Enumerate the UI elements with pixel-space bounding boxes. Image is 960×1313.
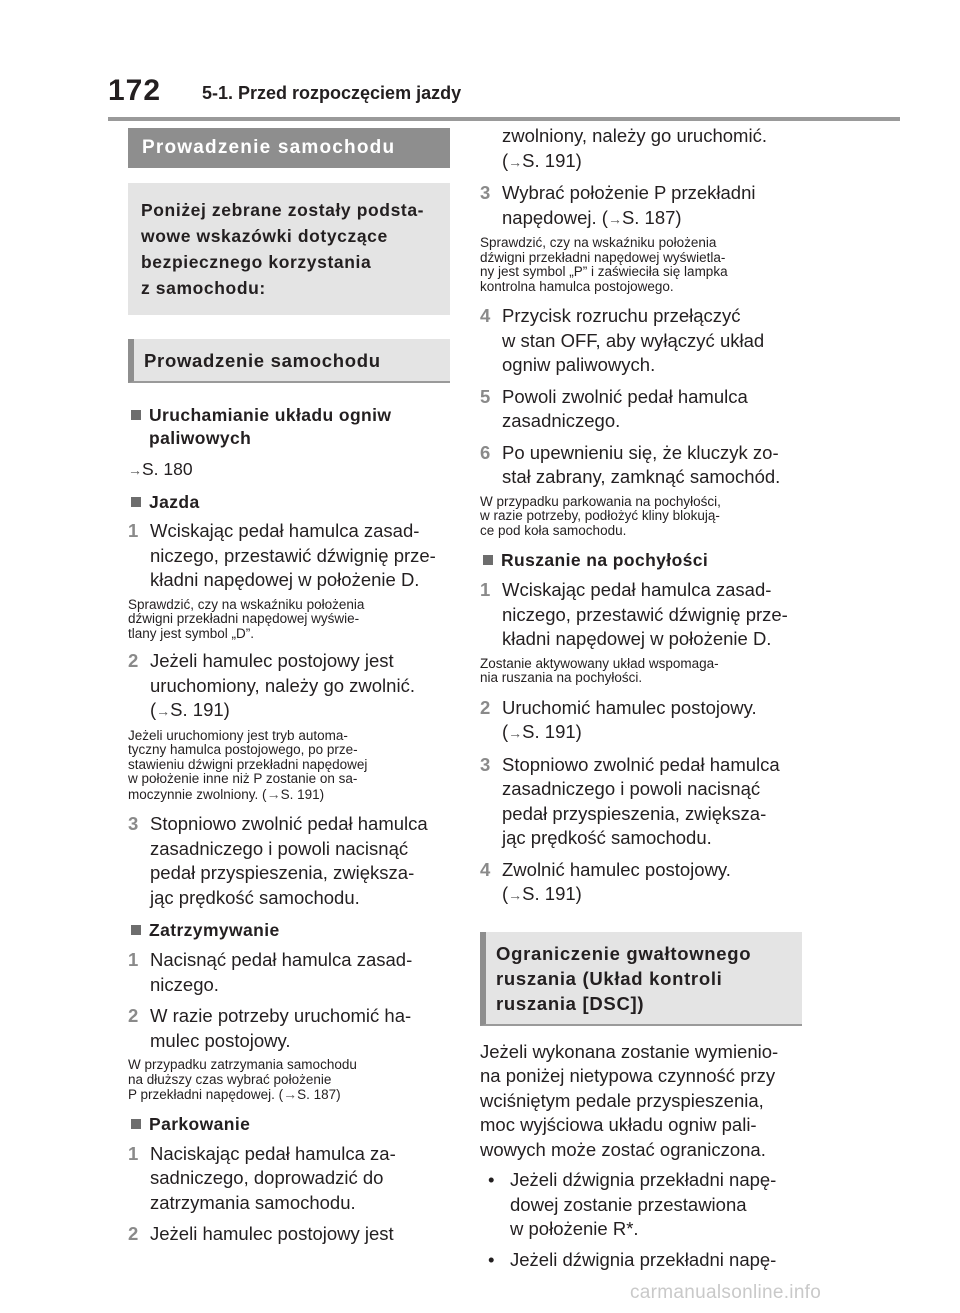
step-line: (→S. 191) <box>502 883 582 904</box>
intro-line: Poniżej zebrane zostały podsta- <box>141 200 425 220</box>
reference-text: S. 191) <box>170 699 230 720</box>
step-number: 2 <box>128 650 139 671</box>
intro-line: bezpiecznego korzystania <box>141 252 372 272</box>
bullet-line: Jeżeli dźwignia przekładni napę- <box>510 1169 777 1190</box>
step-line: (→S. 191) <box>150 699 230 720</box>
step-item <box>480 304 802 378</box>
step-line: (→S. 191) <box>502 721 582 742</box>
step-number: 1 <box>128 949 139 970</box>
step-note <box>480 495 802 539</box>
intro-box <box>128 183 450 315</box>
bullet-item <box>480 1248 802 1273</box>
step-item <box>128 948 450 997</box>
step-item <box>480 181 802 231</box>
section-title: 5-1. Przed rozpoczęciem jazdy <box>202 83 462 103</box>
note-line: ce pod koła samochodu. <box>480 522 627 538</box>
arrow-right-icon: → <box>508 887 523 903</box>
step-item <box>480 385 802 434</box>
step-line: Nacisnąć pedał hamulca zasad- <box>150 949 413 970</box>
left-column <box>128 128 450 1247</box>
heading-line: Ograniczenie gwałtownego <box>496 942 752 964</box>
step-line: Zwolnić hamulec postojowy. <box>502 858 731 880</box>
step-line: Uruchomić hamulec postojowy. <box>502 696 757 718</box>
step-line: Naciskając pedał hamulca za- <box>150 1142 396 1164</box>
note-line: Jeżeli uruchomiony jest tryb automa- <box>128 727 348 743</box>
subsection-heading: Prowadzenie samochodu <box>128 339 450 383</box>
square-bullet-icon <box>483 555 493 565</box>
step-line: uruchomiony, należy go zwolnić. <box>150 674 415 696</box>
step-item <box>480 578 802 652</box>
topic-title-line: paliwowych <box>149 428 252 448</box>
step-line: napędowej. (→S. 187) <box>502 206 682 228</box>
arrow-right-icon: → <box>156 703 171 719</box>
step-line: stał zabrany, zamknąć samochód. <box>502 466 781 487</box>
step-line: Po upewnieniu się, że kluczyk zo- <box>502 441 779 463</box>
topic-title: Jazda <box>149 492 200 512</box>
main-banner: Prowadzenie samochodu <box>128 128 450 168</box>
note-line: dźwigni przekładni napędowej wyświe- <box>128 611 360 626</box>
reference-text: S. 191) <box>522 149 582 171</box>
step-note <box>128 598 450 642</box>
topic-heading <box>480 549 802 572</box>
note-line: P przekładni napędowej. (→S. 187) <box>128 1086 341 1102</box>
step-line: zasadniczego i powoli nacisnąć <box>150 837 409 859</box>
header-divider <box>108 117 900 121</box>
topic-heading <box>128 919 450 942</box>
note-line: dźwigni przekładni napędowej wyświetla- <box>480 249 726 265</box>
step-line: kładni napędowej w położenie D. <box>150 569 420 590</box>
step-continuation <box>480 124 802 174</box>
topic-title: Ruszanie na pochyłości <box>501 550 709 570</box>
step-item <box>128 519 450 593</box>
step-item <box>480 858 802 908</box>
paragraph-line: Jeżeli wykonana zostanie wymienio- <box>480 1040 779 1062</box>
topic-title-line: Uruchamianie układu ogniw <box>149 405 392 425</box>
step-item <box>128 1222 450 1247</box>
topic-heading <box>128 404 450 450</box>
paragraph-line: wciśniętym pedale przyspieszenia, <box>480 1089 764 1111</box>
paragraph-line: moc wyjściowa układu ogniw pali- <box>480 1114 757 1135</box>
reference-text: S. 191) <box>522 883 582 904</box>
paragraph-line: na poniżej nietypowa czynność przy <box>480 1065 776 1086</box>
step-note <box>128 1058 450 1103</box>
dsc-paragraph <box>480 1040 802 1163</box>
topic-heading <box>128 1113 450 1136</box>
step-line: ogniw paliwowych. <box>502 354 656 375</box>
step-line: mulec postojowy. <box>150 1029 291 1051</box>
step-line: zasadniczego. <box>502 410 621 431</box>
arrow-right-icon: → <box>128 462 142 478</box>
step-number: 3 <box>480 182 491 203</box>
intro-line: wowe wskazówki dotyczące <box>141 226 388 246</box>
square-bullet-icon <box>131 1119 141 1129</box>
note-line: ny jest symbol „P” i zaświeciła się lampka <box>480 264 728 279</box>
heading-line: ruszania [DSC]) <box>496 992 645 1014</box>
step-item <box>128 1004 450 1053</box>
step-line: Jeżeli hamulec postojowy jest <box>150 1223 394 1244</box>
step-line: Wciskając pedał hamulca zasad- <box>502 579 772 600</box>
step-item <box>128 812 450 910</box>
step-line: zatrzymania samochodu. <box>150 1191 356 1213</box>
step-note <box>128 729 450 803</box>
step-line: Stopniowo zwolnić pedał hamulca <box>150 813 428 834</box>
step-line: Wciskając pedał hamulca zasad- <box>150 520 420 541</box>
note-line: na dłuższy czas wybrać położenie <box>128 1071 332 1087</box>
step-line: jąc prędkość samochodu. <box>150 886 360 908</box>
page-number: 172 <box>108 74 162 107</box>
topic-title: Zatrzymywanie <box>149 920 280 940</box>
topic-title: Parkowanie <box>149 1113 251 1134</box>
paragraph-line: wowych może zostać ograniczona. <box>480 1138 766 1160</box>
step-line: Stopniowo zwolnić pedał hamulca <box>502 753 780 775</box>
step-line: pedał przyspieszenia, zwiększa- <box>150 862 415 883</box>
arrow-right-icon: → <box>266 785 281 802</box>
note-line: W przypadku parkowania na pochyłości, <box>480 493 721 509</box>
step-line: Powoli zwolnić pedał hamulca <box>502 385 748 407</box>
step-line: zwolniony, należy go uruchomić. <box>502 125 767 146</box>
note-line: Zostanie aktywowany układ wspomaga- <box>480 655 719 671</box>
step-note <box>480 657 802 686</box>
square-bullet-icon <box>131 497 141 507</box>
step-number: 1 <box>128 1142 139 1164</box>
bullet-line: dowej zostanie przestawiona <box>510 1193 747 1215</box>
page-reference <box>128 458 450 482</box>
heading-line: ruszania (Układ kontroli <box>496 967 723 989</box>
reference-text: S. 191) <box>280 786 325 802</box>
arrow-right-icon: → <box>508 725 523 741</box>
site-watermark: carmanualsonline.info <box>630 1282 822 1303</box>
step-number: 4 <box>480 858 491 880</box>
square-bullet-icon <box>131 925 141 935</box>
note-line: tlany jest symbol „D”. <box>128 625 255 641</box>
bullet-line: w położenie R*. <box>510 1218 639 1239</box>
step-line: sadniczego, doprowadzić do <box>150 1167 384 1188</box>
note-line: nia ruszania na pochyłości. <box>480 670 643 685</box>
step-item <box>128 1142 450 1216</box>
topic-heading <box>128 491 450 514</box>
step-line: niczego. <box>150 973 219 995</box>
step-line: pedał przyspieszenia, zwiększa- <box>502 802 767 824</box>
reference-text: S. 187) <box>297 1087 341 1102</box>
subsection-heading <box>480 932 802 1026</box>
reference-text: S. 187) <box>621 206 682 228</box>
step-note <box>480 236 802 294</box>
step-line: kładni napędowej w położenie D. <box>502 628 772 649</box>
note-line: w razie potrzeby, podłożyć kliny blokują- <box>480 508 720 523</box>
step-line: jąc prędkość samochodu. <box>502 827 712 848</box>
step-item <box>128 649 450 724</box>
intro-line: z samochodu: <box>141 278 266 298</box>
step-line: (→S. 191) <box>502 149 582 171</box>
step-line: w stan OFF, aby wyłączyć układ <box>502 329 765 351</box>
arrow-right-icon: → <box>508 153 523 170</box>
step-line: Przycisk rozruchu przełączyć <box>502 305 741 326</box>
step-number: 3 <box>128 813 139 834</box>
step-item <box>480 441 802 490</box>
step-line: zasadniczego i powoli nacisnąć <box>502 778 761 799</box>
right-column <box>480 124 802 1272</box>
step-number: 2 <box>128 1223 139 1244</box>
step-line: Jeżeli hamulec postojowy jest <box>150 650 394 671</box>
step-line: niczego, przestawić dźwignię prze- <box>150 544 436 566</box>
note-line: moczynnie zwolniony. (→S. 191) <box>128 785 325 802</box>
arrow-right-icon: → <box>283 1086 298 1102</box>
note-line: W przypadku zatrzymania samochodu <box>128 1057 357 1072</box>
step-number: 6 <box>480 441 491 463</box>
step-line: Wybrać położenie P przekładni <box>502 182 756 203</box>
step-line: W razie potrzeby uruchomić ha- <box>150 1005 412 1026</box>
step-number: 2 <box>128 1005 139 1026</box>
bullet-item <box>480 1168 802 1242</box>
step-number: 4 <box>480 305 491 326</box>
step-item <box>480 696 802 746</box>
step-number: 2 <box>480 696 491 718</box>
note-line: tyczny hamulca postojowego, po prze- <box>128 742 358 757</box>
step-number: 5 <box>480 385 491 407</box>
note-line: Sprawdzić, czy na wskaźniku położenia <box>128 596 365 612</box>
dot-bullet-icon: • <box>488 1169 495 1190</box>
note-line: w położenie inne niż P zostanie on sa- <box>128 771 358 786</box>
note-line: stawieniu dźwigni przekładni napędowej <box>128 756 368 772</box>
step-item <box>480 753 802 851</box>
note-line: Sprawdzić, czy na wskaźniku położenia <box>480 235 717 250</box>
bullet-line: Jeżeli dźwignia przekładni napę- <box>510 1248 777 1270</box>
step-number: 1 <box>128 520 139 541</box>
reference-text: S. 191) <box>522 721 582 742</box>
step-line: niczego, przestawić dźwignię prze- <box>502 603 788 625</box>
step-number: 3 <box>480 753 491 775</box>
reference-text: S. 180 <box>142 459 193 479</box>
step-number: 1 <box>480 579 491 600</box>
arrow-right-icon: → <box>607 210 622 227</box>
square-bullet-icon <box>131 410 141 420</box>
note-line: kontrolna hamulca postojowego. <box>480 278 674 294</box>
dot-bullet-icon: • <box>488 1248 495 1270</box>
